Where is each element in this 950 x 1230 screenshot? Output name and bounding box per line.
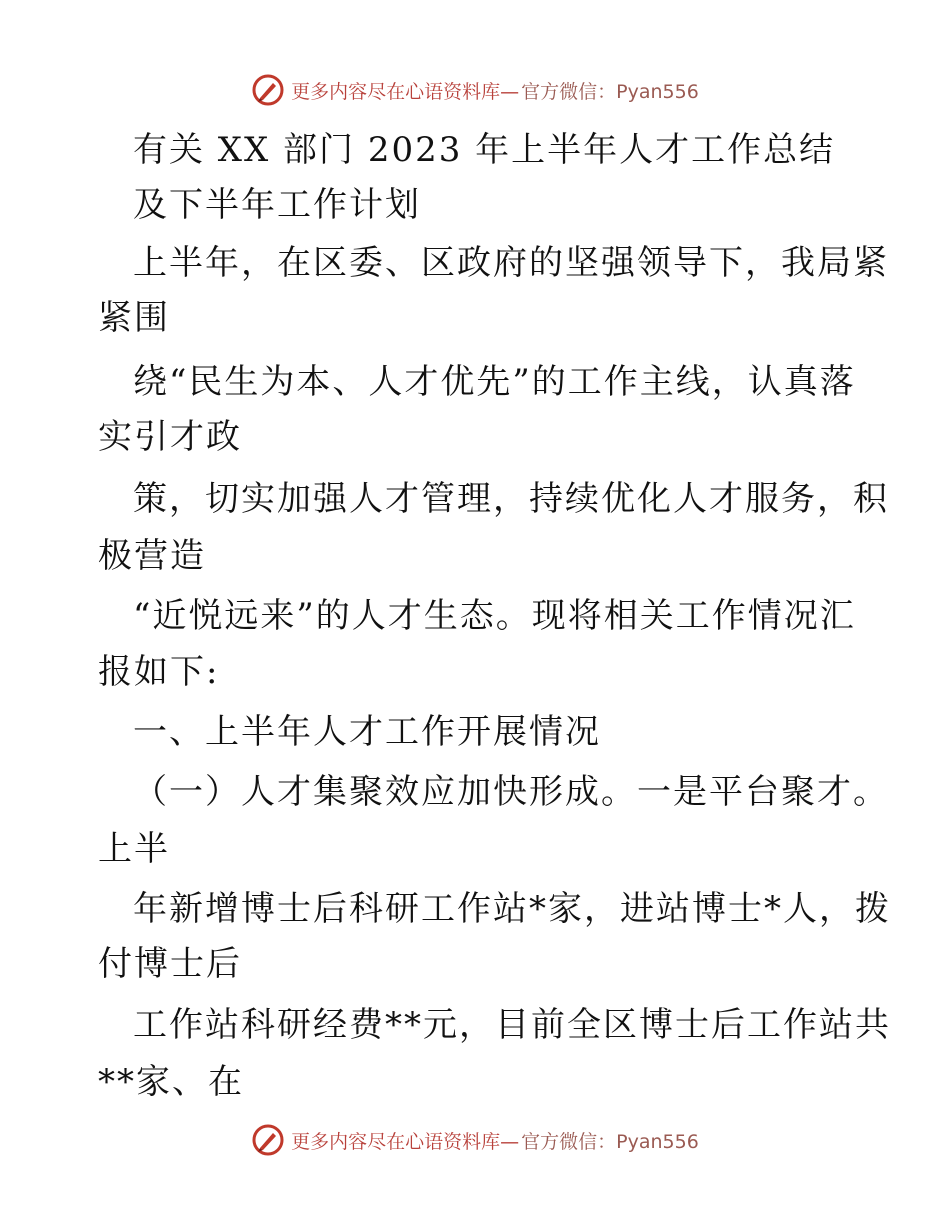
- body-line: “近悦远来”的人才生态。现将相关工作情况汇: [133, 596, 856, 636]
- body-line: 上半: [98, 829, 170, 869]
- watermark-banner-top: [0, 70, 950, 110]
- doc-title-line-1: 有关 XX 部门 2023 年上半年人才工作总结: [133, 130, 836, 170]
- section-heading: 一、上半年人才工作开展情况: [133, 712, 601, 752]
- banner-main-text: 更多内容尽在心语资料库—: [291, 1130, 520, 1153]
- watermark-banner-bottom: [0, 1120, 950, 1160]
- body-line: 策，切实加强人才管理，持续优化人才服务，积: [133, 479, 889, 519]
- body-line: 极营造: [98, 536, 206, 576]
- doc-title-line-2: 及下半年工作计划: [133, 185, 421, 225]
- body-line: 绕“民生为本、人才优先”的工作主线，认真落: [133, 362, 856, 402]
- banner-wechat-text: 官方微信：Pyan556: [521, 80, 699, 103]
- body-line: 报如下:: [98, 652, 220, 692]
- subsection-heading: （一）人才集聚效应加快形成。一是平台聚才。: [133, 772, 889, 812]
- body-line: 付博士后: [98, 944, 242, 984]
- body-line: **家、在: [98, 1062, 244, 1102]
- body-line: 紧围: [98, 298, 170, 338]
- pen-logo-icon: [251, 1123, 285, 1157]
- banner-wechat-text: 官方微信：Pyan556: [521, 1130, 699, 1153]
- body-line: 年新增博士后科研工作站*家，进站博士*人，拨: [133, 889, 891, 929]
- body-line: 工作站科研经费**元，目前全区博士后工作站共: [133, 1005, 891, 1045]
- pen-logo-icon: [251, 73, 285, 107]
- body-line: 上半年，在区委、区政府的坚强领导下，我局紧: [133, 243, 889, 283]
- banner-main-text: 更多内容尽在心语资料库—: [291, 80, 520, 103]
- body-line: 实引才政: [98, 417, 242, 457]
